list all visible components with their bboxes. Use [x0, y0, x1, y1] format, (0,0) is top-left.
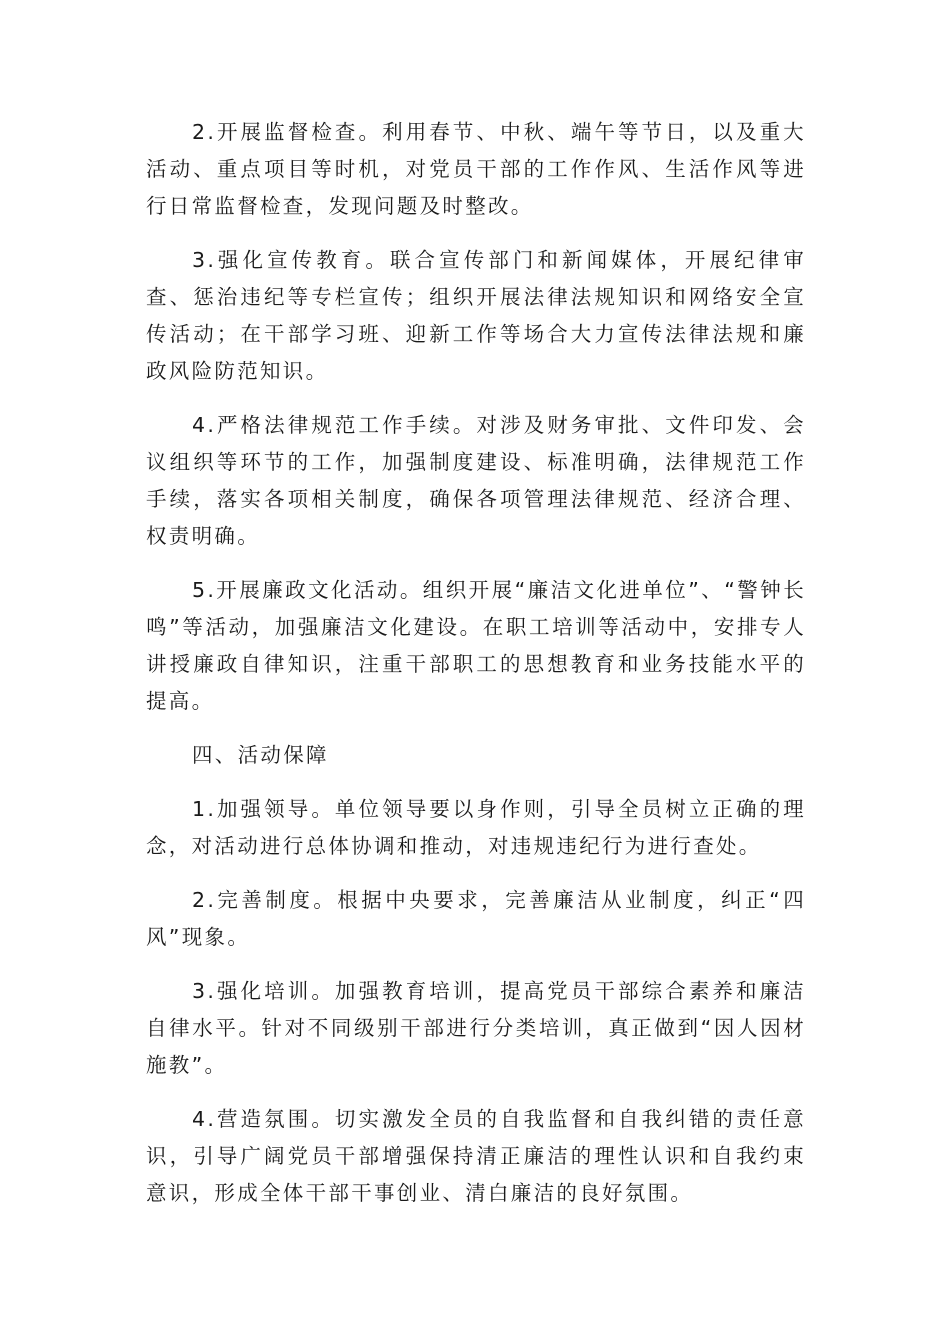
document-body: [146, 114, 806, 1229]
paragraph-publicity-education: 3.强化宣传教育。联合宣传部门和新闻媒体，开展纪律审查、惩治违纪等专栏宣传；组织开展法律法规知识和网络安全宣传活动；在干部学习班、迎新工作等场合大力宣传法律法规和廉政风险防范知识。: [146, 248, 806, 383]
paragraph-integrity-culture: 5.开展廉政文化活动。组织开展“廉洁文化进单位”、“警钟长鸣”等活动，加强廉洁文化建设。在职工培训等活动中，安排专人讲授廉政自律知识，注重干部职工的思想教育和业务技能水平的提高。: [146, 578, 806, 713]
paragraph-training: 3.强化培训。加强教育培训，提高党员干部综合素养和廉洁自律水平。针对不同级别干部进行分类培训，真正做到“因人因材施教”。: [146, 979, 806, 1077]
paragraph-atmosphere: 4.营造氛围。切实激发全员的自我监督和自我纠错的责任意识，引导广阔党员干部增强保持清正廉洁的理性认识和自我约束意识，形成全体干部干事创业、清白廉洁的良好氛围。: [146, 1107, 806, 1205]
section-heading-activity-guarantee: 四、活动保障: [192, 743, 329, 767]
paragraph-supervision-inspection: 2.开展监督检查。利用春节、中秋、端午等节日，以及重大活动、重点项目等时机，对党员干部的工作作风、生活作风等进行日常监督检查，发现问题及时整改。: [146, 120, 806, 218]
paragraph-work-procedures: 4.严格法律规范工作手续。对涉及财务审批、文件印发、会议组织等环节的工作，加强制度建设、标准明确，法律规范工作手续，落实各项相关制度，确保各项管理法律规范、经济合理、权责明确。: [146, 413, 806, 548]
paragraph-leadership: 1.加强领导。单位领导要以身作则，引导全员树立正确的理念，对活动进行总体协调和推动，对违规违纪行为进行查处。: [146, 797, 806, 858]
paragraph-system-improvement: 2.完善制度。根据中央要求，完善廉洁从业制度，纠正“四风”现象。: [146, 888, 806, 949]
